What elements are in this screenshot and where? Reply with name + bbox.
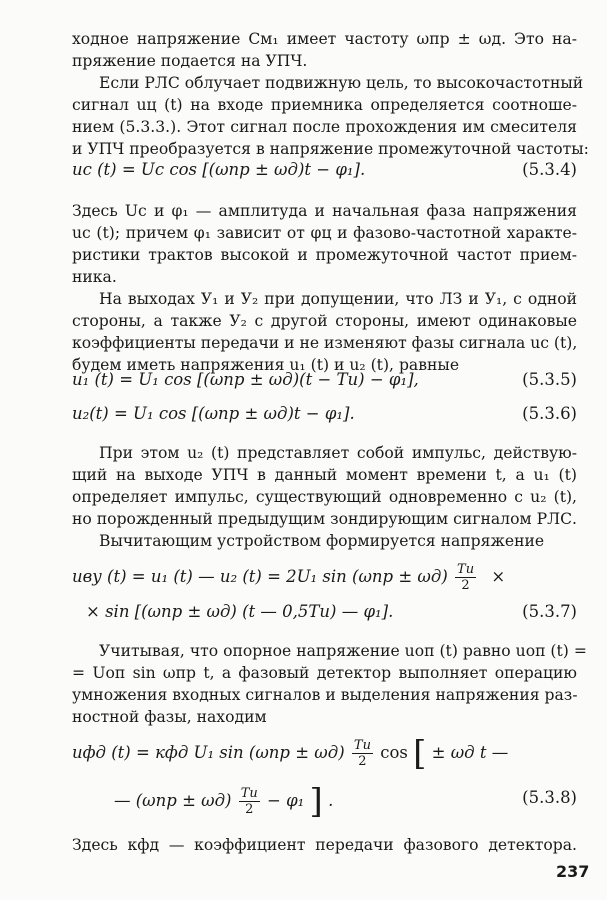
page-number: 237 [556,862,590,881]
equation-body [72,733,509,774]
fraction-numerator: Tи [457,562,475,577]
fraction-numerator: Tи [240,786,258,801]
equation-number: (5.3.4) [522,160,577,179]
equation-body: u₂(t) = U₁ cos [(ωпр ± ωд)t − φ₁]. [72,404,355,423]
equation-body [114,781,334,822]
text-line: ностной фазы, находим [72,708,267,726]
text-line: Если РЛС облучает подвижную цель, то высокочастотный [99,74,584,92]
equation-5-3-6 [72,402,577,426]
text-line: При этом u₂ (t) представляет собой импульс, действую- [99,444,577,462]
equation-period: . [328,791,334,810]
text-line: ходное напряжение См₁ имеет частоту ωпр ± ωд. Это на- [72,30,577,48]
text-line: нием (5.3.3.). Этот сигнал после прохождения им смесителя [72,118,577,136]
equation-5-3-4 [72,158,577,182]
text-line: ристики трактов высокой и промежуточной частот прием- [72,246,577,264]
text-line: Учитывая, что опорное напряжение uоп (t) равно uоп (t) = [99,642,587,660]
equation-5-3-7-line2 [72,600,577,624]
fraction [239,786,260,817]
text-line: Здесь Uс и φ₁ — амплитуда и начальная фаза напряжения [72,202,577,220]
equation-number: (5.3.8) [522,788,577,807]
equation-body: × sin [(ωпр ± ωд) (t — 0,5Tи) — φ₁]. [86,602,394,621]
fraction [352,738,373,769]
text-line: uс (t); причем φ₁ зависит от φц и фазово-частотной характе- [72,224,577,242]
equation-part: uфд (t) = кфд U₁ sin (ωпр ± ωд) [72,743,345,762]
text-line: ника. [72,268,117,286]
text-line: умножения входных сигналов и выделения напряжения раз- [72,686,578,704]
equation-number: (5.3.6) [522,404,577,423]
fraction-denominator: 2 [358,754,367,769]
times-sign: × [491,567,506,586]
text-line: щий на выходе УПЧ в данный момент времени t, а u₁ (t) [72,466,577,484]
fraction-denominator: 2 [245,802,254,817]
fraction [455,562,476,593]
fraction-numerator: Tи [353,738,371,753]
text-line: коэффициенты передачи и не изменяют фазы сигнала uс (t), [72,334,578,352]
equation-part: uву (t) = u₁ (t) — u₂ (t) = 2U₁ sin (ωпр ± ωд) [72,567,448,586]
text-line: Вычитающим устройством формируется напряжение [99,532,545,550]
left-bracket: [ [413,733,427,774]
equation-number: (5.3.5) [522,370,577,389]
text-line: Здесь кфд — коэффициент передачи фазового детектора. [72,836,577,854]
equation-5-3-7-line1 [72,562,577,593]
equation-number: (5.3.7) [522,602,577,621]
equation-body [72,562,505,593]
equation-5-3-8-line1 [72,733,577,774]
text-line: сигнал uц (t) на входе приемника определяется соотноше- [72,96,577,114]
fraction-denominator: 2 [461,578,470,593]
equation-body: u₁ (t) = U₁ cos [(ωпр ± ωд)(t − Tи) − φ₁], [72,370,419,389]
equation-5-3-5 [72,368,577,392]
cos-operator: cos [380,743,408,762]
equation-body: uс (t) = Uс cos [(ωпр ± ωд)t − φ₁]. [72,160,366,179]
text-line: и УПЧ преобразуется в напряжение промежуточной частоты: [72,140,589,158]
equation-part: ± ωд t — [431,743,509,762]
text-line: = Uоп sin ωпр t, а фазовый детектор выполняет операцию [72,664,577,682]
text-line: определяет импульс, существующий одновременно с u₂ (t), [72,488,577,506]
text-line: пряжение подается на УПЧ. [72,52,308,70]
text-line: стороны, а также У₂ с другой стороны, имеют одинаковые [72,312,577,330]
equation-part: − φ₁ [267,791,305,810]
equation-part: — (ωпр ± ωд) [114,791,232,810]
equation-5-3-8-line2 [72,781,577,822]
text-line: но порожденный предыдущим зондирующим сигналом РЛС. [72,510,577,528]
text-line: На выходах У₁ и У₂ при допущении, что ЛЗ и У₁, с одной [99,290,577,308]
right-bracket: ] [309,781,323,822]
text-line: будем иметь напряжения u₁ (t) и u₂ (t), равные [72,356,460,374]
